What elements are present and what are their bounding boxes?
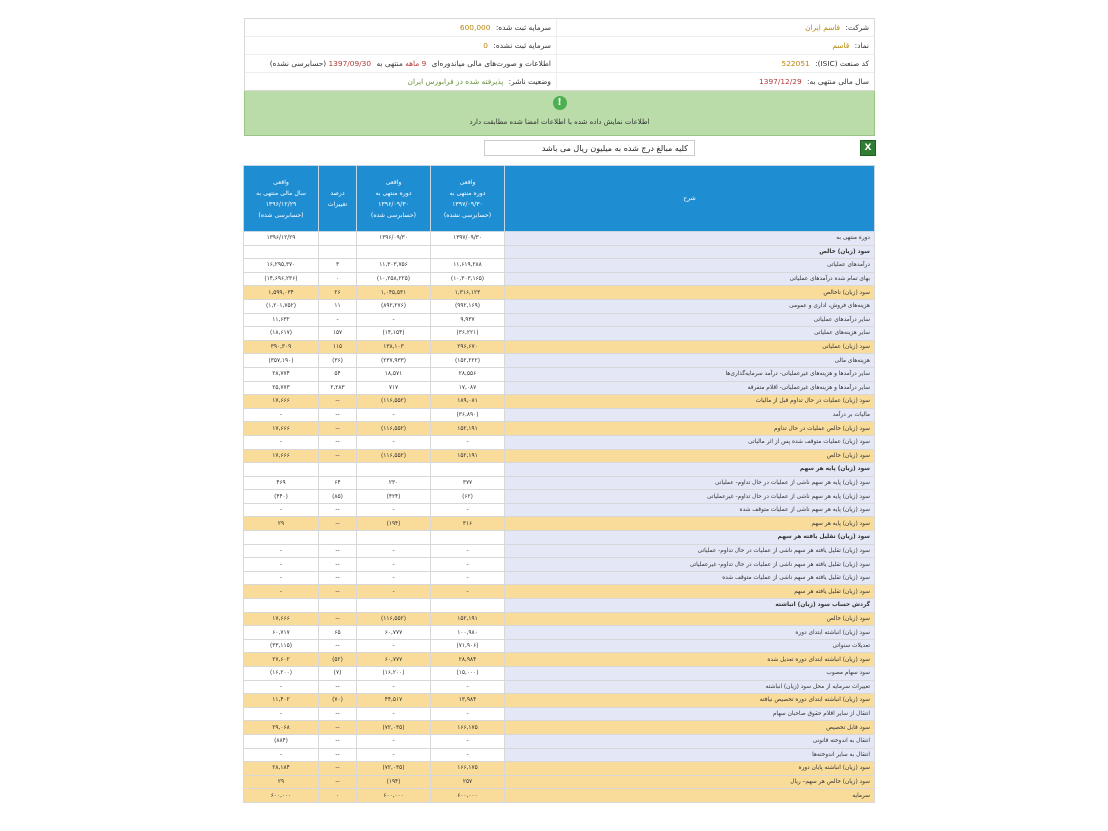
change-percent [319, 245, 357, 259]
table-row [244, 503, 875, 517]
value-1396-fiscal: (۸۸۴) [244, 734, 319, 748]
change-percent: -- [319, 558, 357, 572]
change-percent: -- [319, 503, 357, 517]
row-description: سود (زیان) انباشته ابتدای دوره تخصیص نیافته [505, 694, 875, 708]
table-row [244, 408, 875, 422]
value-1396-fiscal: (۴۴۰) [244, 490, 319, 504]
value-1397-period: - [431, 503, 505, 517]
value-1396-fiscal: ۱۶,۲۹۵,۳۷۰ [244, 259, 319, 273]
value-1396-fiscal [244, 245, 319, 259]
value-1396-fiscal: - [244, 558, 319, 572]
change-percent: -- [319, 680, 357, 694]
table-row [244, 680, 875, 694]
value-1397-period: ۱۸۹,۰۸۱ [431, 395, 505, 409]
value-1396-period: - [357, 544, 431, 558]
row-description: سود (زیان) عملیاتی [505, 340, 875, 354]
info-row-1 [245, 19, 874, 37]
report-period: 9 ماهه [405, 59, 427, 68]
table-row [244, 354, 875, 368]
row-description: هزینه‌های فروش، اداری و عمومی [505, 299, 875, 313]
value-1397-period: (۶۲) [431, 490, 505, 504]
row-description: سود (زیان) پایه هر سهم ناشی از عملیات متوقف شده [505, 503, 875, 517]
value-1396-fiscal: - [244, 435, 319, 449]
table-row [244, 599, 875, 613]
value-1397-period: (۹۹۲,۱۶۹) [431, 299, 505, 313]
table-row [244, 612, 875, 626]
change-percent: -- [319, 395, 357, 409]
value-1397-period: ۲۸,۵۵۶ [431, 367, 505, 381]
row-description: سود (زیان) تقلیل یافته هر سهم ناشی از عملیات در حال تداوم- عملیاتی [505, 544, 875, 558]
table-row [244, 639, 875, 653]
change-percent: ۳ [319, 259, 357, 273]
header-change-percent: درصد تغییرات [319, 166, 357, 232]
table-row [244, 490, 875, 504]
row-description: تعدیلات سنواتی [505, 639, 875, 653]
value-1396-period: ۱۳۹۶/۰۹/۳۰ [357, 232, 431, 246]
table-row [244, 232, 875, 246]
value-1397-period: (۷۱,۹۰۶) [431, 639, 505, 653]
value-1396-period: (۱۰,۲۵۸,۲۲۵) [357, 272, 431, 286]
value-1397-period: (۳۶,۸۹۰) [431, 408, 505, 422]
publisher-status-label: وضعیت ناشر: [508, 77, 551, 86]
row-description: سایر هزینه‌های عملیاتی [505, 327, 875, 341]
value-1396-period: ۱۳۸,۱۰۳ [357, 340, 431, 354]
report-container [244, 18, 875, 799]
value-1396-fiscal: ۱۳۹۶/۱۲/۲۹ [244, 232, 319, 246]
row-description: هزینه‌های مالی [505, 354, 875, 368]
value-1396-fiscal: - [244, 571, 319, 585]
change-percent: - [319, 313, 357, 327]
value-1397-period: ۱۶۶,۱۷۵ [431, 762, 505, 776]
change-percent: -- [319, 762, 357, 776]
value-1396-fiscal: ۱۷,۶۶۶ [244, 449, 319, 463]
value-1396-fiscal [244, 599, 319, 613]
value-1396-fiscal: ۶۰۰,۰۰۰ [244, 789, 319, 803]
value-1396-period: - [357, 707, 431, 721]
change-percent: -- [319, 707, 357, 721]
value-1397-period: ۲۵۷ [431, 775, 505, 789]
change-percent: -- [319, 449, 357, 463]
value-1396-period: ۶۰۰,۰۰۰ [357, 789, 431, 803]
header-fiscal-1396: واقعی سال مالی منتهی به ۱۳۹۶/۱۲/۲۹ (حسابرسی شده) [244, 166, 319, 232]
change-percent: ۱۱۵ [319, 340, 357, 354]
table-row [244, 585, 875, 599]
change-percent: -- [319, 639, 357, 653]
change-percent: ۱۵۷ [319, 327, 357, 341]
value-1396-fiscal: ۳۹۰,۳۰۹ [244, 340, 319, 354]
table-row [244, 449, 875, 463]
value-1396-period: - [357, 435, 431, 449]
value-1396-period: ۲۳۰ [357, 476, 431, 490]
company-name: قاسم ایران [805, 23, 841, 32]
row-description: سود (زیان) تقلیل یافته هر سهم ناشی از عملیات در حال تداوم- غیرعملیاتی [505, 558, 875, 572]
row-description: سود (زیان) تقلیل یافته هر سهم [505, 585, 875, 599]
value-1396-period: (۸۹۲,۲۷۶) [357, 299, 431, 313]
change-percent: -- [319, 571, 357, 585]
value-1397-period: (۱۰,۳۰۳,۱۶۵) [431, 272, 505, 286]
table-row [244, 476, 875, 490]
isic-label: کد صنعت (ISIC): [815, 59, 869, 68]
isic-code: 522051 [781, 59, 810, 68]
change-percent: ۶۴ [319, 476, 357, 490]
fiscal-year-end: 1397/12/29 [759, 77, 802, 86]
change-percent: ۰ [319, 789, 357, 803]
value-1396-period: ۱۸,۵۷۱ [357, 367, 431, 381]
table-row [244, 245, 875, 259]
registered-capital: 600,000 [459, 23, 491, 32]
value-1397-period: ۳۱۶ [431, 517, 505, 531]
capital-label: سرمایه ثبت شده: [495, 23, 551, 32]
change-percent: (۳۶) [319, 354, 357, 368]
unregistered-capital: 0 [483, 41, 488, 50]
report-date: 1397/09/30 [328, 59, 372, 68]
row-description: سود (زیان) تقلیل یافته هر سهم [505, 531, 875, 545]
value-1397-period: - [431, 707, 505, 721]
value-1396-period: - [357, 748, 431, 762]
row-description: سود (زیان) پایه هر سهم ناشی از عملیات در حال تداوم- غیرعملیاتی [505, 490, 875, 504]
table-row [244, 544, 875, 558]
value-1396-period: ۶۰,۷۷۷ [357, 653, 431, 667]
value-1396-fiscal: ۶۰,۷۱۷ [244, 626, 319, 640]
value-1396-fiscal: - [244, 585, 319, 599]
value-1397-period: - [431, 680, 505, 694]
value-1396-period: (۱۱۶,۵۵۲) [357, 449, 431, 463]
change-percent: -- [319, 544, 357, 558]
table-row [244, 789, 875, 803]
row-description: سود قابل تخصیص [505, 721, 875, 735]
table-row [244, 734, 875, 748]
value-1396-fiscal: ۲۹ [244, 517, 319, 531]
value-1396-fiscal: (۱۶,۲۰۰) [244, 667, 319, 681]
value-1396-fiscal: ۲۸,۱۸۴ [244, 762, 319, 776]
table-row [244, 558, 875, 572]
table-row [244, 340, 875, 354]
value-1396-period [357, 531, 431, 545]
table-row [244, 653, 875, 667]
table-row [244, 517, 875, 531]
report-description: اطلاعات و صورت‌های مالی میاندوره‌ای [431, 59, 551, 68]
table-row [244, 272, 875, 286]
value-1396-period: - [357, 734, 431, 748]
row-description: سود (زیان) انباشته ابتدای دوره تعدیل شده [505, 653, 875, 667]
table-row [244, 313, 875, 327]
change-percent: ۲,۲۸۳ [319, 381, 357, 395]
row-description: سود (زیان) انباشته پایان دوره [505, 762, 875, 776]
value-1396-fiscal [244, 531, 319, 545]
value-1396-fiscal: ۱۱,۴۰۲ [244, 694, 319, 708]
row-description: مالیات بر درآمد [505, 408, 875, 422]
value-1396-period [357, 599, 431, 613]
value-1396-period: ۱,۰۴۵,۵۳۱ [357, 286, 431, 300]
table-row [244, 395, 875, 409]
value-1396-period: (۱۶,۲۰۰) [357, 667, 431, 681]
value-1397-period: ۲۹۶,۶۷۰ [431, 340, 505, 354]
value-1396-period: - [357, 680, 431, 694]
table-row [244, 435, 875, 449]
symbol-label: نماد: [854, 41, 869, 50]
value-1397-period [431, 463, 505, 477]
excel-export-icon[interactable]: X [860, 140, 876, 156]
change-percent: -- [319, 721, 357, 735]
value-1397-period: - [431, 558, 505, 572]
table-row [244, 748, 875, 762]
change-percent: -- [319, 408, 357, 422]
table-row [244, 259, 875, 273]
value-1397-period: ۱۳۹۷/۰۹/۳۰ [431, 232, 505, 246]
table-row [244, 531, 875, 545]
change-percent: ۱۱ [319, 299, 357, 313]
value-1397-period: ۱۵۲,۱۹۱ [431, 449, 505, 463]
value-1397-period: - [431, 571, 505, 585]
change-percent: ۶۵ [319, 626, 357, 640]
value-1396-fiscal: ۲۵,۷۷۳ [244, 381, 319, 395]
change-percent: (۷۰) [319, 694, 357, 708]
row-description: سود (زیان) خالص [505, 449, 875, 463]
value-1396-period: (۱۱۶,۵۵۲) [357, 422, 431, 436]
table-row [244, 367, 875, 381]
value-1397-period: - [431, 435, 505, 449]
row-description: درآمدهای عملیاتی [505, 259, 875, 273]
row-description: سود (زیان) خالص هر سهم– ریال [505, 775, 875, 789]
value-1396-fiscal: ۲۹ [244, 775, 319, 789]
row-description: سایر درآمدهای عملیاتی [505, 313, 875, 327]
verification-notice [244, 91, 875, 136]
change-percent: -- [319, 422, 357, 436]
value-1396-fiscal: - [244, 408, 319, 422]
value-1396-fiscal: (۱۴,۶۹۶,۲۳۶) [244, 272, 319, 286]
header-period-1397: واقعی دوره منتهی به ۱۳۹۷/۰۹/۳۰ (حسابرسی نشده) [431, 166, 505, 232]
row-description: سود (زیان) تقلیل یافته هر سهم ناشی از عملیات متوقف شده [505, 571, 875, 585]
value-1396-period: - [357, 503, 431, 517]
change-percent: ۰ [319, 272, 357, 286]
value-1397-period: (۱۵,۰۰۰) [431, 667, 505, 681]
change-percent [319, 232, 357, 246]
row-description: سود (زیان) پایه هر سهم [505, 517, 875, 531]
value-1397-period [431, 531, 505, 545]
change-percent: -- [319, 517, 357, 531]
value-1396-period: - [357, 313, 431, 327]
unregistered-capital-label: سرمایه ثبت نشده: [493, 41, 551, 50]
row-description: انتقال به اندوخته قانونی [505, 734, 875, 748]
row-description: سود (زیان) پایه هر سهم ناشی از عملیات در حال تداوم- عملیاتی [505, 476, 875, 490]
value-1397-period: - [431, 734, 505, 748]
value-1397-period: ۱۳,۹۸۴ [431, 694, 505, 708]
table-row [244, 327, 875, 341]
change-percent: ۵۴ [319, 367, 357, 381]
value-1397-period: ۹,۹۳۷ [431, 313, 505, 327]
row-description: سایر درآمدها و هزینه‌های غیرعملیاتی- درآمد سرمایه‌گذاری‌ها [505, 367, 875, 381]
value-1396-fiscal [244, 463, 319, 477]
value-1396-period: (۴۲۴) [357, 490, 431, 504]
value-1396-fiscal: ۲۹,۰۶۸ [244, 721, 319, 735]
value-1396-fiscal: (۳۵۷,۱۹۰) [244, 354, 319, 368]
table-row [244, 775, 875, 789]
value-1396-period: (۱۴,۱۵۴) [357, 327, 431, 341]
table-row [244, 626, 875, 640]
row-description: دوره منتهی به [505, 232, 875, 246]
symbol: قاسم [832, 41, 850, 50]
value-1397-period: ۶۰۰,۰۰۰ [431, 789, 505, 803]
value-1396-period: (۱۱۶,۵۵۲) [357, 395, 431, 409]
row-description: تغییرات سرمایه از محل سود (زیان) انباشته [505, 680, 875, 694]
value-1396-fiscal: ۱۷,۶۶۶ [244, 422, 319, 436]
table-header-row [244, 166, 875, 232]
table-row [244, 571, 875, 585]
value-1397-period: ۳۷۷ [431, 476, 505, 490]
value-1396-period: ۷۱۷ [357, 381, 431, 395]
value-1397-period: ۱۷,۰۸۷ [431, 381, 505, 395]
value-1396-fiscal: - [244, 503, 319, 517]
change-percent: (۸۵) [319, 490, 357, 504]
table-row [244, 667, 875, 681]
value-1396-fiscal: - [244, 707, 319, 721]
report-mid: منتهی به [376, 59, 403, 68]
value-1396-fiscal: (۱۸,۶۱۷) [244, 327, 319, 341]
value-1396-period [357, 463, 431, 477]
value-1396-fiscal: - [244, 680, 319, 694]
table-row [244, 381, 875, 395]
change-percent: -- [319, 435, 357, 449]
check-circle-icon: ! [553, 96, 567, 110]
table-row [244, 707, 875, 721]
value-1396-period: (۷۲,۰۳۵) [357, 762, 431, 776]
table-row [244, 721, 875, 735]
value-1396-period: - [357, 571, 431, 585]
change-percent: ۲۶ [319, 286, 357, 300]
value-1397-period: ۱,۳۱۶,۱۲۳ [431, 286, 505, 300]
value-1396-fiscal: ۲۷,۶۰۲ [244, 653, 319, 667]
value-1396-period: ۶۰,۷۷۷ [357, 626, 431, 640]
publisher-status: پذیرفته شده در فرابورس ایران [407, 77, 504, 86]
value-1396-fiscal: ۱۷,۶۶۶ [244, 395, 319, 409]
value-1396-fiscal: (۳۳,۱۱۵) [244, 639, 319, 653]
value-1396-period: - [357, 639, 431, 653]
value-1397-period: ۲۸,۹۸۴ [431, 653, 505, 667]
value-1397-period: - [431, 748, 505, 762]
row-description: گردش حساب سود (زیان) انباشته [505, 599, 875, 613]
value-1397-period: ۱۵۲,۱۹۱ [431, 422, 505, 436]
value-1396-fiscal: (۱,۲۰۱,۷۵۲) [244, 299, 319, 313]
value-1397-period: ۱۰۰,۹۸۰ [431, 626, 505, 640]
change-percent [319, 531, 357, 545]
verification-message: اطلاعات نمایش داده شده با اطلاعات امضا شده مطابقت دارد [469, 118, 650, 126]
info-row-2 [245, 37, 874, 55]
row-description: سود سهام مصوب [505, 667, 875, 681]
value-1397-period: - [431, 585, 505, 599]
change-percent: -- [319, 775, 357, 789]
value-1396-period: ۱۱,۳۰۳,۷۵۶ [357, 259, 431, 273]
change-percent [319, 599, 357, 613]
table-row [244, 694, 875, 708]
value-1396-period [357, 245, 431, 259]
row-description: سود (زیان) خالص عملیات در حال تداوم [505, 422, 875, 436]
value-1397-period: ۱۶۶,۱۷۵ [431, 721, 505, 735]
row-description: انتقال از سایر اقلام حقوق صاحبان سهام [505, 707, 875, 721]
value-1396-fiscal: ۱۷,۶۶۶ [244, 612, 319, 626]
value-1397-period: ۱۱,۶۱۹,۲۸۸ [431, 259, 505, 273]
row-description: سود (زیان) ناخالص [505, 286, 875, 300]
value-1396-period: (۱۹۴) [357, 517, 431, 531]
value-1396-fiscal: - [244, 748, 319, 762]
value-1397-period: (۳۶,۲۲۱) [431, 327, 505, 341]
fiscal-year-label: سال مالی منتهی به: [807, 77, 869, 86]
value-1396-period: - [357, 585, 431, 599]
table-row [244, 463, 875, 477]
row-description: بهای تمام شده درآمدهای عملیاتی [505, 272, 875, 286]
value-1396-period: - [357, 408, 431, 422]
row-description: سود (زیان) پایه هر سهم [505, 463, 875, 477]
row-description: سود (زیان) خالص [505, 612, 875, 626]
value-1396-fiscal: ۴۶۹ [244, 476, 319, 490]
change-percent: -- [319, 585, 357, 599]
change-percent [319, 463, 357, 477]
row-description: سود (زیان) انباشته ابتدای دوره [505, 626, 875, 640]
value-1397-period [431, 245, 505, 259]
change-percent: (۷) [319, 667, 357, 681]
value-1396-period: - [357, 558, 431, 572]
info-row-3 [245, 55, 874, 73]
amount-note-row [244, 140, 875, 158]
value-1396-period: (۷۲,۰۳۵) [357, 721, 431, 735]
financial-statement-table [243, 165, 875, 803]
value-1396-fiscal: ۱۱,۶۳۲ [244, 313, 319, 327]
row-description: سرمایه [505, 789, 875, 803]
value-1396-fiscal: ۱,۵۹۹,۰۳۴ [244, 286, 319, 300]
value-1397-period [431, 599, 505, 613]
value-1396-period: (۱۱۶,۵۵۲) [357, 612, 431, 626]
change-percent: (۵۲) [319, 653, 357, 667]
value-1397-period: ۱۵۲,۱۹۱ [431, 612, 505, 626]
report-audit-status: (حسابرسی نشده) [269, 59, 327, 68]
change-percent: -- [319, 612, 357, 626]
header-description: شرح [505, 166, 875, 232]
row-description: انتقال به سایر اندوخته‌ها [505, 748, 875, 762]
info-row-4 [245, 73, 874, 90]
row-description: سود (زیان) خالص [505, 245, 875, 259]
value-1397-period: (۱۵۲,۲۲۲) [431, 354, 505, 368]
row-description: سود (زیان) عملیات متوقف شده پس از اثر مالیاتی [505, 435, 875, 449]
table-row [244, 762, 875, 776]
value-1396-fiscal: - [244, 544, 319, 558]
row-description: سایر درآمدها و هزینه‌های غیرعملیاتی- اقلام متفرقه [505, 381, 875, 395]
table-body [244, 232, 875, 803]
value-1396-period: ۴۴,۵۱۷ [357, 694, 431, 708]
table-row [244, 422, 875, 436]
row-description: سود (زیان) عملیات در حال تداوم قبل از مالیات [505, 395, 875, 409]
header-period-1396: واقعی دوره منتهی به ۱۳۹۶/۰۹/۳۰ (حسابرسی شده) [357, 166, 431, 232]
company-label: شرکت: [845, 23, 869, 32]
change-percent: -- [319, 748, 357, 762]
amount-unit-note: کلیه مبالغ درج شده به میلیون ریال می باشد [484, 140, 695, 156]
value-1396-period: (۲۳۷,۹۳۳) [357, 354, 431, 368]
value-1397-period: - [431, 544, 505, 558]
table-row [244, 286, 875, 300]
company-info-panel [244, 18, 875, 91]
value-1396-fiscal: ۲۸,۷۷۴ [244, 367, 319, 381]
value-1396-period: (۱۹۴) [357, 775, 431, 789]
table-row [244, 299, 875, 313]
change-percent: -- [319, 734, 357, 748]
